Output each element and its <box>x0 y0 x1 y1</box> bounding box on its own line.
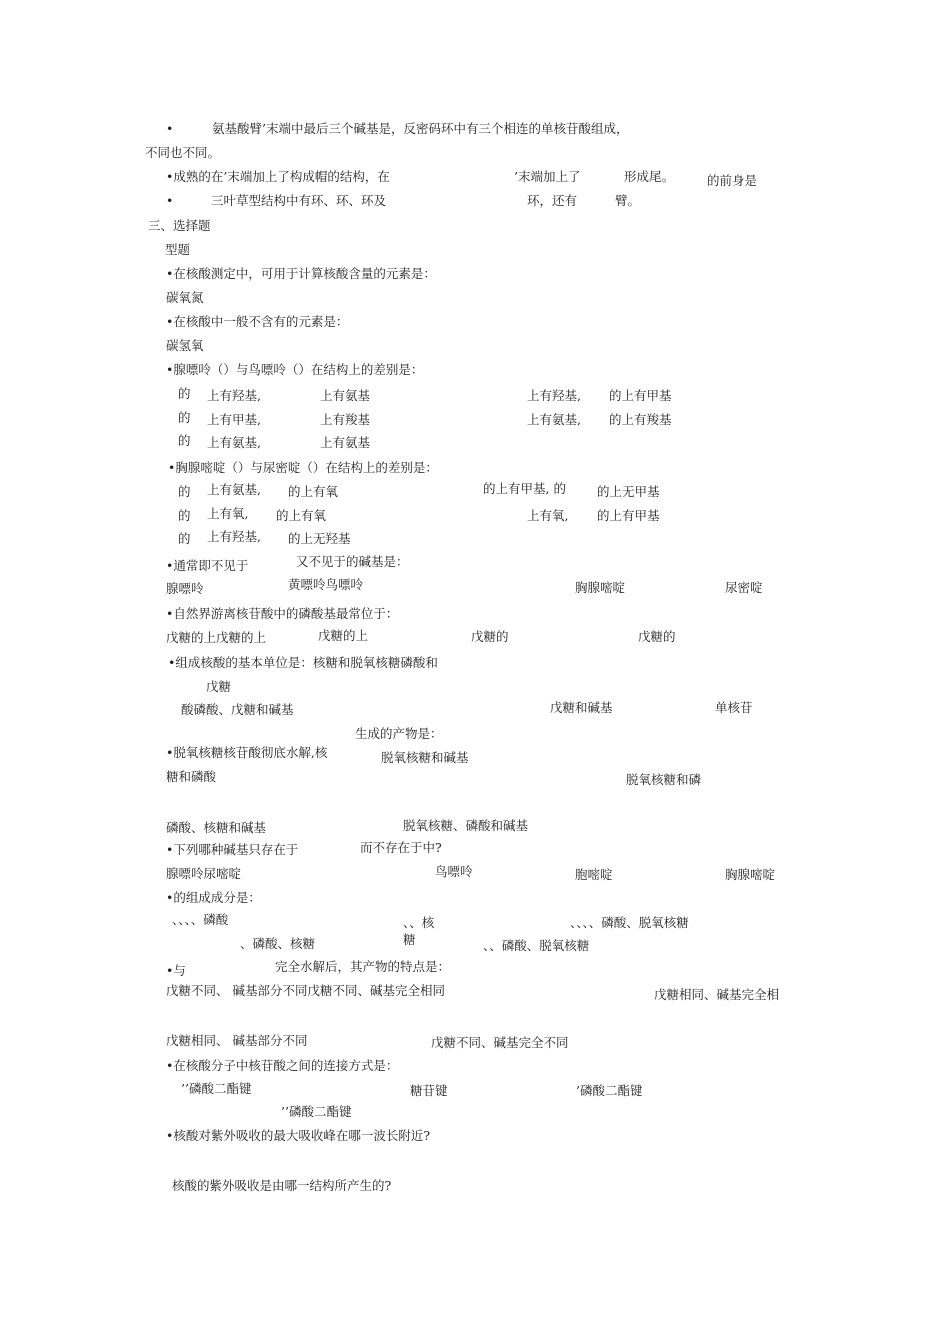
question: •与 <box>166 963 186 978</box>
option: 胸腺嘧啶 <box>725 867 776 882</box>
bullet: • <box>166 121 174 136</box>
question: •下列哪种碱基只存在于 <box>166 842 299 857</box>
section-heading: 三、选择题 <box>148 218 211 233</box>
option: 胸腺嘧啶 <box>575 580 626 595</box>
question: •在核酸测定中，可用于计算核酸含量的元素是： <box>166 266 436 281</box>
option-fragment: 的 <box>178 484 191 499</box>
option: 戊糖和碱基 <box>550 700 613 715</box>
option: 糖和磷酸 <box>166 769 217 784</box>
option: 、、、、磷酸 <box>172 912 229 927</box>
option-fragment: 的上有氧 <box>276 508 327 523</box>
option: 戊糖的上戊糖的上 <box>166 630 267 645</box>
option: 脱氧核糖和碱基 <box>381 750 469 765</box>
option: 鸟嘌呤 <box>435 864 473 879</box>
text-line: •成熟的在’末端加上了构成帽的结构，在 <box>166 169 390 184</box>
text-fragment: 的前身是 <box>707 173 758 188</box>
text-fragment: 环，还有 <box>527 193 578 208</box>
option-fragment: 上有羟基, <box>207 529 261 544</box>
option-fragment: 的 <box>178 410 191 425</box>
option-fragment: 的 <box>178 433 191 448</box>
question-fragment: 又不见于的碱基是： <box>296 554 409 569</box>
options: 碳氧氮 <box>166 290 204 305</box>
option: 酸磷酸、戊糖和碱基 <box>181 702 294 717</box>
bullet: • <box>166 193 174 208</box>
option-fragment: 上有氨基, <box>527 412 581 427</box>
option-fragment: 的上有氧 <box>288 484 339 499</box>
option: ’’磷酸二酯键 <box>181 1081 252 1096</box>
option-fragment: 的上有甲基, 的 <box>483 481 566 496</box>
option: 、、、、磷酸、脱氧核糖 <box>570 915 689 930</box>
option: ’磷酸二酯键 <box>576 1083 643 1098</box>
question: •在核酸中一般不含有的元素是： <box>166 314 349 329</box>
text-fragment: 形成尾。 <box>624 169 675 184</box>
option-fragment: 的上有甲基 <box>609 388 672 403</box>
text-fragment: ’末端加上了 <box>514 169 581 184</box>
option: 戊糖相同、碱基完全相 <box>654 987 780 1002</box>
option: 戊糖的上 <box>318 628 369 643</box>
option-fragment: 上有羧基 <box>320 412 371 427</box>
option-fragment: 上有羟基, <box>527 388 581 403</box>
option-fragment: 上有羟基, <box>207 388 261 403</box>
option: ’’磷酸二酯键 <box>281 1104 352 1119</box>
question: 核酸的紫外吸收是由哪一结构所产生的? <box>172 1178 392 1193</box>
option: 腺嘌呤 <box>166 581 204 596</box>
option: 戊糖不同、碱基完全不同 <box>431 1035 569 1050</box>
option: 脱氧核糖和磷 <box>626 772 702 787</box>
text-line: 不同也不同。 <box>145 145 221 160</box>
option-fragment: 上有氧, <box>527 508 569 523</box>
option: 、磷酸、核糖 <box>240 936 316 951</box>
option-fragment: 的 <box>178 508 191 523</box>
option-fragment: 的 <box>178 531 191 546</box>
question: •的组成成分是： <box>166 890 261 905</box>
option-fragment: 上有氨基 <box>320 435 371 450</box>
question: •自然界游离核苷酸中的磷酸基最常位于： <box>166 606 399 621</box>
option: 脱氧核糖、磷酸和碱基 <box>403 818 529 833</box>
options: 碳氢氧 <box>166 338 204 353</box>
option: 胞嘧啶 <box>575 867 613 882</box>
option-fragment: 的 <box>178 386 191 401</box>
question-fragment: 生成的产物是： <box>355 726 443 741</box>
question: •在核酸分子中核苷酸之间的连接方式是： <box>166 1058 399 1073</box>
option-fragment: 上有氨基, <box>207 435 261 450</box>
question-fragment: 而不存在于中? <box>360 840 442 855</box>
text-fragment: 臂。 <box>615 193 641 208</box>
option: 戊糖的 <box>471 629 509 644</box>
option: 磷酸、核糖和碱基 <box>166 820 267 835</box>
option-fragment: 的上无甲基 <box>597 484 660 499</box>
subsection-heading: 型题 <box>165 242 191 257</box>
question: •脱氧核糖核苷酸彻底水解,核 <box>166 745 328 760</box>
option: 戊糖相同、 碱基部分不同 <box>166 1033 308 1048</box>
option: 尿密啶 <box>725 580 763 595</box>
question: •腺嘌呤（）与鸟嘌呤（）在结构上的差别是： <box>166 362 424 377</box>
option: 腺嘌呤尿嘧啶 <box>166 866 242 881</box>
text-line: 三叶草型结构中有环、环、环及 <box>211 193 387 208</box>
option-fragment: 糖 <box>403 932 416 947</box>
option-fragment: 上有氨基 <box>320 388 371 403</box>
question: •核酸对紫外吸收的最大吸收峰在哪一波长附近? <box>166 1128 431 1143</box>
option: 戊糖 <box>206 679 232 694</box>
option-fragment: 上有氨基, <box>207 482 261 497</box>
option: 、、磷酸、脱氧核糖 <box>483 938 590 953</box>
option: 戊糖不同、 碱基部分不同戊糖不同、碱基完全相同 <box>166 983 445 998</box>
question: •通常即不见于 <box>166 558 249 573</box>
option: 糖苷键 <box>410 1083 448 1098</box>
option-fragment: 的上有甲基 <box>597 508 660 523</box>
option-fragment: 上有甲基, <box>207 412 261 427</box>
option: 、、核 <box>403 915 435 930</box>
option: 单核苷 <box>715 700 753 715</box>
option-fragment: 上有氧, <box>207 506 249 521</box>
option-fragment: 的上有羧基 <box>609 412 672 427</box>
question: •胸腺嘧啶（）与尿密啶（）在结构上的差别是： <box>168 460 438 475</box>
text-line: 氨基酸臂’末端中最后三个碱基是，反密码环中有三个相连的单核苷酸组成， <box>212 121 629 136</box>
question: •组成核酸的基本单位是：核糖和脱氧核糖磷酸和 <box>168 655 438 670</box>
option: 黄嘌呤鸟嘌呤 <box>288 577 364 592</box>
option-fragment: 的上无羟基 <box>288 531 351 546</box>
option: 戊糖的 <box>638 629 676 644</box>
question-fragment: 完全水解后，其产物的特点是： <box>275 959 451 974</box>
